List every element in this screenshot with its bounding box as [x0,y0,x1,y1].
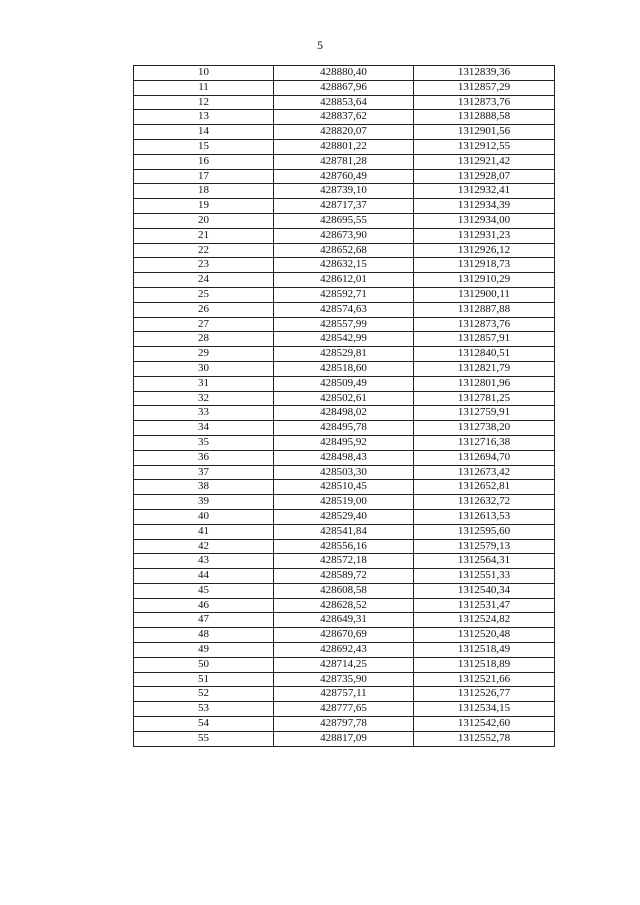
x-coordinate-cell: 428592,71 [274,287,414,302]
table-row [134,347,555,362]
table-row [134,258,555,273]
point-number-cell: 51 [134,672,274,687]
table-row [134,731,555,746]
table-row [134,569,555,584]
point-number-cell: 45 [134,583,274,598]
table-row [134,524,555,539]
y-coordinate-cell: 1312857,29 [414,80,555,95]
point-number-cell: 10 [134,66,274,81]
table-row [134,199,555,214]
y-coordinate-cell: 1312931,23 [414,228,555,243]
x-coordinate-cell: 428503,30 [274,465,414,480]
x-coordinate-cell: 428557,99 [274,317,414,332]
table-row [134,465,555,480]
y-coordinate-cell: 1312716,38 [414,435,555,450]
x-coordinate-cell: 428518,60 [274,361,414,376]
point-number-cell: 27 [134,317,274,332]
y-coordinate-cell: 1312694,70 [414,450,555,465]
point-number-cell: 13 [134,110,274,125]
x-coordinate-cell: 428820,07 [274,125,414,140]
table-row [134,302,555,317]
table-row [134,273,555,288]
table-row [134,643,555,658]
y-coordinate-cell: 1312781,25 [414,391,555,406]
point-number-cell: 29 [134,347,274,362]
x-coordinate-cell: 428529,81 [274,347,414,362]
table-row [134,228,555,243]
x-coordinate-cell: 428797,78 [274,717,414,732]
x-coordinate-cell: 428649,31 [274,613,414,628]
table-row [134,717,555,732]
table-row [134,702,555,717]
y-coordinate-cell: 1312534,15 [414,702,555,717]
x-coordinate-cell: 428572,18 [274,554,414,569]
coordinates-table-body [134,66,555,747]
x-coordinate-cell: 428589,72 [274,569,414,584]
x-coordinate-cell: 428652,68 [274,243,414,258]
x-coordinate-cell: 428781,28 [274,154,414,169]
x-coordinate-cell: 428495,78 [274,421,414,436]
y-coordinate-cell: 1312839,36 [414,66,555,81]
y-coordinate-cell: 1312540,34 [414,583,555,598]
y-coordinate-cell: 1312912,55 [414,139,555,154]
y-coordinate-cell: 1312801,96 [414,376,555,391]
point-number-cell: 32 [134,391,274,406]
y-coordinate-cell: 1312738,20 [414,421,555,436]
point-number-cell: 43 [134,554,274,569]
table-row [134,509,555,524]
y-coordinate-cell: 1312552,78 [414,731,555,746]
point-number-cell: 36 [134,450,274,465]
y-coordinate-cell: 1312518,49 [414,643,555,658]
y-coordinate-cell: 1312520,48 [414,628,555,643]
y-coordinate-cell: 1312524,82 [414,613,555,628]
x-coordinate-cell: 428692,43 [274,643,414,658]
y-coordinate-cell: 1312873,76 [414,317,555,332]
x-coordinate-cell: 428867,96 [274,80,414,95]
y-coordinate-cell: 1312579,13 [414,539,555,554]
point-number-cell: 38 [134,480,274,495]
y-coordinate-cell: 1312595,60 [414,524,555,539]
point-number-cell: 25 [134,287,274,302]
x-coordinate-cell: 428695,55 [274,213,414,228]
y-coordinate-cell: 1312934,39 [414,199,555,214]
point-number-cell: 23 [134,258,274,273]
y-coordinate-cell: 1312632,72 [414,495,555,510]
y-coordinate-cell: 1312918,73 [414,258,555,273]
table-row [134,317,555,332]
x-coordinate-cell: 428739,10 [274,184,414,199]
y-coordinate-cell: 1312887,88 [414,302,555,317]
table-row [134,657,555,672]
table-row [134,598,555,613]
point-number-cell: 40 [134,509,274,524]
point-number-cell: 53 [134,702,274,717]
point-number-cell: 52 [134,687,274,702]
x-coordinate-cell: 428717,37 [274,199,414,214]
table-row [134,391,555,406]
table-row [134,213,555,228]
x-coordinate-cell: 428498,43 [274,450,414,465]
table-row [134,687,555,702]
x-coordinate-cell: 428541,84 [274,524,414,539]
point-number-cell: 55 [134,731,274,746]
x-coordinate-cell: 428509,49 [274,376,414,391]
y-coordinate-cell: 1312613,53 [414,509,555,524]
x-coordinate-cell: 428628,52 [274,598,414,613]
page-number: 5 [317,38,323,52]
table-row [134,154,555,169]
x-coordinate-cell: 428519,00 [274,495,414,510]
point-number-cell: 21 [134,228,274,243]
x-coordinate-cell: 428556,16 [274,539,414,554]
point-number-cell: 14 [134,125,274,140]
point-number-cell: 46 [134,598,274,613]
y-coordinate-cell: 1312857,91 [414,332,555,347]
point-number-cell: 33 [134,406,274,421]
table-row [134,672,555,687]
x-coordinate-cell: 428757,11 [274,687,414,702]
point-number-cell: 34 [134,421,274,436]
x-coordinate-cell: 428714,25 [274,657,414,672]
x-coordinate-cell: 428510,45 [274,480,414,495]
point-number-cell: 30 [134,361,274,376]
x-coordinate-cell: 428608,58 [274,583,414,598]
point-number-cell: 42 [134,539,274,554]
table-row [134,169,555,184]
table-row [134,450,555,465]
point-number-cell: 35 [134,435,274,450]
table-row [134,406,555,421]
x-coordinate-cell: 428777,65 [274,702,414,717]
y-coordinate-cell: 1312921,42 [414,154,555,169]
table-row [134,613,555,628]
table-row [134,583,555,598]
point-number-cell: 18 [134,184,274,199]
point-number-cell: 26 [134,302,274,317]
point-number-cell: 37 [134,465,274,480]
point-number-cell: 22 [134,243,274,258]
table-row [134,480,555,495]
y-coordinate-cell: 1312652,81 [414,480,555,495]
table-row [134,287,555,302]
table-row [134,628,555,643]
x-coordinate-cell: 428632,15 [274,258,414,273]
x-coordinate-cell: 428817,09 [274,731,414,746]
x-coordinate-cell: 428542,99 [274,332,414,347]
y-coordinate-cell: 1312932,41 [414,184,555,199]
table-row [134,80,555,95]
x-coordinate-cell: 428853,64 [274,95,414,110]
y-coordinate-cell: 1312518,89 [414,657,555,672]
y-coordinate-cell: 1312840,51 [414,347,555,362]
y-coordinate-cell: 1312564,31 [414,554,555,569]
y-coordinate-cell: 1312821,79 [414,361,555,376]
point-number-cell: 16 [134,154,274,169]
coordinates-table [133,65,555,747]
x-coordinate-cell: 428498,02 [274,406,414,421]
y-coordinate-cell: 1312888,58 [414,110,555,125]
point-number-cell: 15 [134,139,274,154]
table-row [134,421,555,436]
table-row [134,554,555,569]
table-row [134,361,555,376]
x-coordinate-cell: 428837,62 [274,110,414,125]
y-coordinate-cell: 1312901,56 [414,125,555,140]
table-row [134,125,555,140]
point-number-cell: 19 [134,199,274,214]
y-coordinate-cell: 1312551,33 [414,569,555,584]
y-coordinate-cell: 1312542,60 [414,717,555,732]
y-coordinate-cell: 1312873,76 [414,95,555,110]
point-number-cell: 11 [134,80,274,95]
table-row [134,95,555,110]
y-coordinate-cell: 1312526,77 [414,687,555,702]
x-coordinate-cell: 428673,90 [274,228,414,243]
point-number-cell: 44 [134,569,274,584]
table-row [134,110,555,125]
table-row [134,495,555,510]
table-row [134,376,555,391]
point-number-cell: 39 [134,495,274,510]
x-coordinate-cell: 428760,49 [274,169,414,184]
y-coordinate-cell: 1312934,00 [414,213,555,228]
y-coordinate-cell: 1312673,42 [414,465,555,480]
point-number-cell: 28 [134,332,274,347]
x-coordinate-cell: 428495,92 [274,435,414,450]
x-coordinate-cell: 428880,40 [274,66,414,81]
x-coordinate-cell: 428801,22 [274,139,414,154]
x-coordinate-cell: 428502,61 [274,391,414,406]
table-row [134,332,555,347]
point-number-cell: 20 [134,213,274,228]
table-row [134,184,555,199]
x-coordinate-cell: 428529,40 [274,509,414,524]
point-number-cell: 48 [134,628,274,643]
point-number-cell: 54 [134,717,274,732]
point-number-cell: 17 [134,169,274,184]
x-coordinate-cell: 428574,63 [274,302,414,317]
point-number-cell: 50 [134,657,274,672]
point-number-cell: 24 [134,273,274,288]
table-row [134,539,555,554]
table-row [134,435,555,450]
point-number-cell: 12 [134,95,274,110]
y-coordinate-cell: 1312926,12 [414,243,555,258]
table-row [134,66,555,81]
point-number-cell: 49 [134,643,274,658]
y-coordinate-cell: 1312759,91 [414,406,555,421]
point-number-cell: 41 [134,524,274,539]
point-number-cell: 47 [134,613,274,628]
y-coordinate-cell: 1312928,07 [414,169,555,184]
table-row [134,243,555,258]
y-coordinate-cell: 1312531,47 [414,598,555,613]
y-coordinate-cell: 1312900,11 [414,287,555,302]
x-coordinate-cell: 428612,01 [274,273,414,288]
point-number-cell: 31 [134,376,274,391]
x-coordinate-cell: 428670,69 [274,628,414,643]
y-coordinate-cell: 1312910,29 [414,273,555,288]
x-coordinate-cell: 428735,90 [274,672,414,687]
table-row [134,139,555,154]
y-coordinate-cell: 1312521,66 [414,672,555,687]
